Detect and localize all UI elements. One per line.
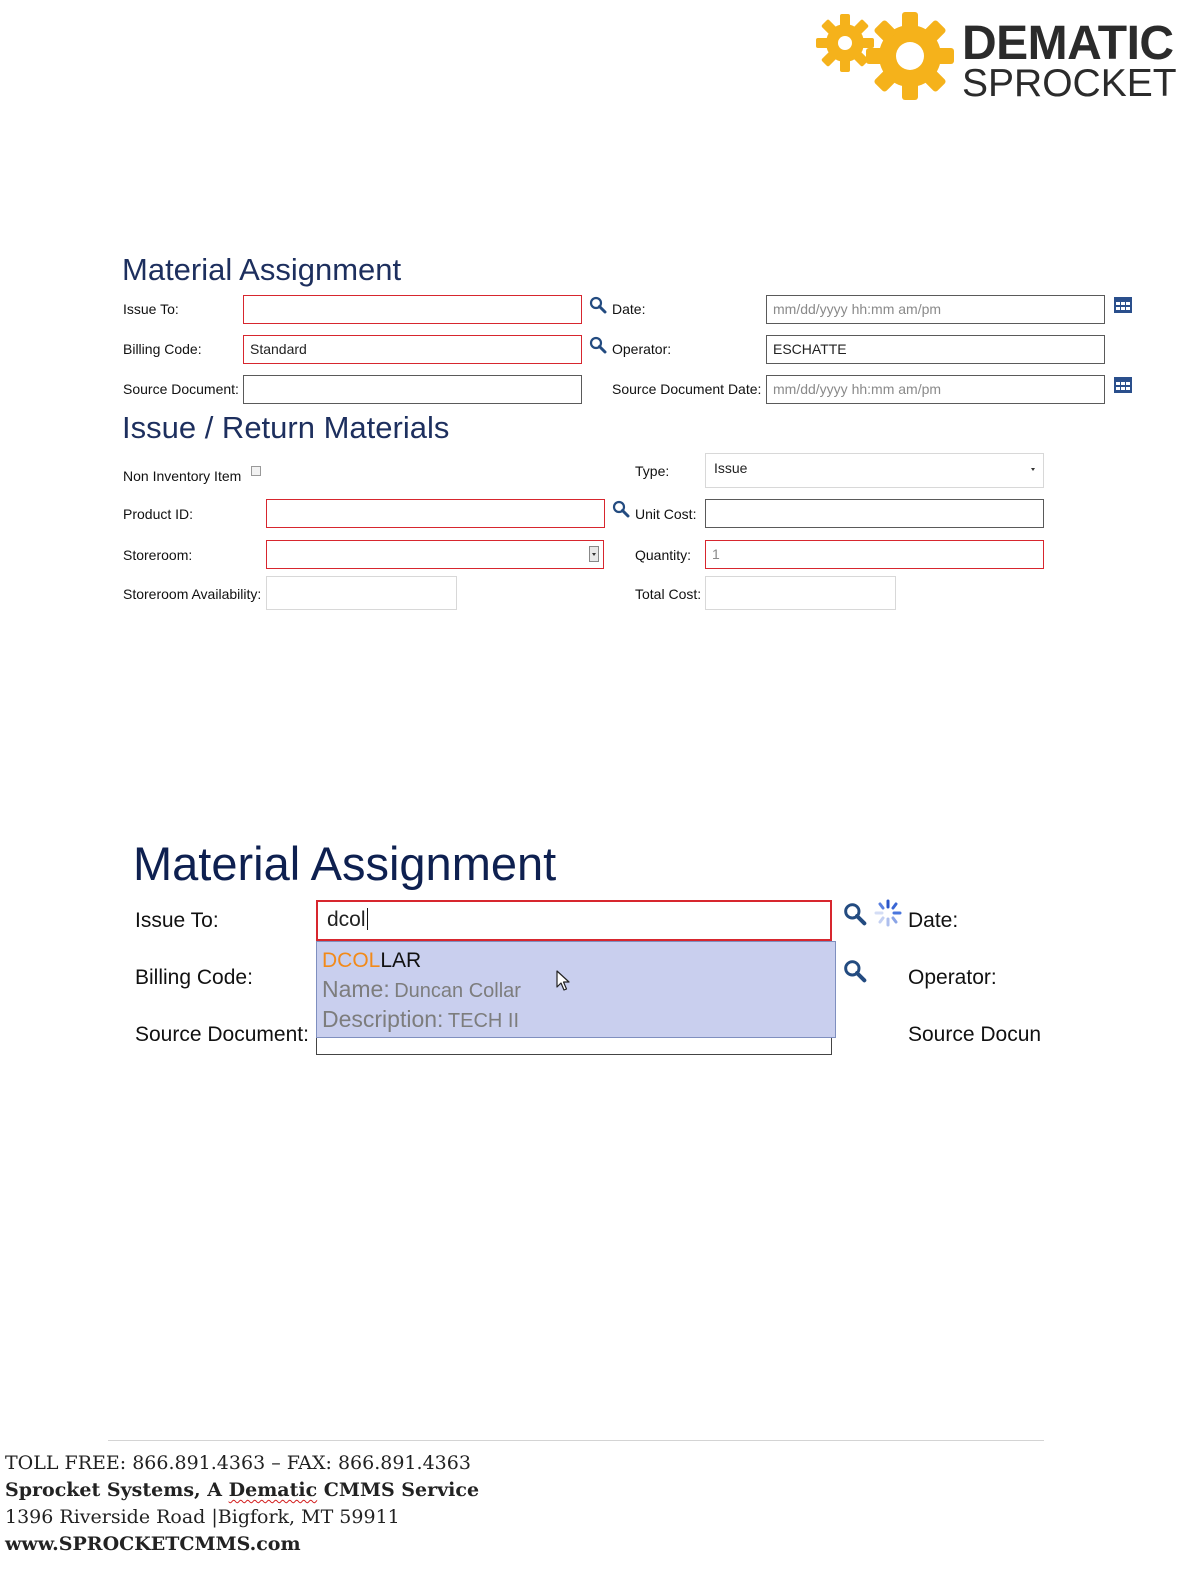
zoom-material-assignment-title: Material Assignment: [133, 837, 557, 890]
type-label: Type:: [635, 463, 670, 479]
billing-code-search-icon[interactable]: [589, 336, 607, 354]
chevron-down-icon: [1031, 468, 1035, 471]
quantity-input[interactable]: 1: [705, 540, 1044, 569]
autocomplete-description-value: TECH II: [447, 1010, 520, 1032]
zoom-operator-label: Operator:: [908, 966, 997, 989]
zoom-issue-to-search-icon[interactable]: [843, 902, 867, 926]
billing-code-label: Billing Code:: [123, 341, 202, 357]
billing-code-input[interactable]: Standard: [243, 335, 582, 364]
storeroom-label: Storeroom:: [123, 547, 193, 563]
date-label: Date:: [612, 301, 646, 317]
autocomplete-description-label: Description:: [322, 1006, 444, 1032]
autocomplete-dropdown[interactable]: [316, 941, 836, 1038]
source-document-date-placeholder: mm/dd/yyyy hh:mm am/pm: [773, 381, 942, 397]
storeroom-select[interactable]: [266, 540, 604, 569]
operator-label: Operator:: [612, 341, 672, 357]
source-document-label: Source Document:: [123, 381, 239, 397]
autocomplete-name-label: Name:: [322, 976, 390, 1002]
large-gear-icon: [862, 10, 958, 102]
footer-company-pre: Sprocket Systems, A: [5, 1479, 229, 1501]
footer-website[interactable]: www.SPROCKETCMMS.com: [5, 1533, 301, 1555]
zoom-source-document-date-label: Source Docun: [908, 1023, 1042, 1046]
storeroom-availability-label: Storeroom Availability:: [123, 586, 262, 602]
source-document-date-input[interactable]: [766, 375, 1105, 404]
issue-return-materials-title: Issue / Return Materials: [122, 410, 450, 445]
total-cost-field: [705, 576, 896, 610]
issue-to-search-icon[interactable]: [589, 296, 607, 314]
autocomplete-match-text: DCOL: [322, 949, 381, 972]
footer-divider: [108, 1440, 1044, 1441]
non-inventory-item-label: Non Inventory Item: [123, 468, 242, 484]
zoom-source-document-label: Source Document:: [135, 1023, 309, 1046]
autocomplete-item-name: [322, 976, 521, 1006]
quantity-label: Quantity:: [635, 547, 692, 563]
date-calendar-icon[interactable]: [1114, 297, 1132, 313]
issue-to-input[interactable]: [243, 295, 582, 324]
zoom-issue-to-label: Issue To:: [135, 909, 219, 932]
brand-name-line2: SPROCKET: [962, 62, 1177, 105]
type-select[interactable]: [705, 453, 1044, 488]
loading-spinner-icon: [872, 898, 904, 928]
unit-cost-input[interactable]: [705, 499, 1044, 528]
brand-name-line1: DEMATIC: [962, 17, 1174, 70]
autocomplete-item-description: [322, 1006, 519, 1036]
date-placeholder: mm/dd/yyyy hh:mm am/pm: [773, 301, 942, 317]
operator-input[interactable]: ESCHATTE: [766, 335, 1105, 364]
zoom-date-label: Date:: [908, 909, 959, 932]
zoom-issue-to-input[interactable]: [316, 900, 832, 941]
autocomplete-rest-text: LAR: [380, 949, 422, 972]
footer-company-mid: Dematic: [228, 1479, 318, 1501]
material-assignment-title: Material Assignment: [122, 252, 402, 287]
zoom-issue-to-value: dcol: [327, 908, 366, 931]
total-cost-label: Total Cost:: [635, 586, 702, 602]
footer-company: [5, 1477, 479, 1503]
storeroom-availability-field: [266, 576, 457, 610]
autocomplete-item-id[interactable]: [322, 948, 421, 974]
source-document-input[interactable]: [243, 375, 582, 404]
footer-address: 1396 Riverside Road |Bigfork, MT 59911: [5, 1506, 400, 1528]
autocomplete-name-value: Duncan Collar: [394, 980, 521, 1002]
text-caret: [367, 908, 368, 930]
zoom-billing-code-label: Billing Code:: [135, 966, 253, 989]
unit-cost-label: Unit Cost:: [635, 506, 697, 522]
product-id-label: Product ID:: [123, 506, 194, 522]
product-id-search-icon[interactable]: [612, 500, 630, 518]
storeroom-dropdown-icon[interactable]: [589, 546, 599, 562]
zoom-billing-code-search-icon[interactable]: [843, 959, 867, 983]
mouse-pointer-icon: [556, 970, 572, 992]
footer-company-post: CMMS Service: [317, 1479, 480, 1501]
type-select-value: Issue: [714, 460, 748, 476]
footer-phone: TOLL FREE: 866.891.4363 – FAX: 866.891.4363: [5, 1452, 471, 1474]
date-input[interactable]: [766, 295, 1105, 324]
issue-to-label: Issue To:: [123, 301, 179, 317]
source-document-date-label: Source Document Date:: [612, 381, 762, 397]
non-inventory-item-checkbox[interactable]: [251, 466, 261, 476]
source-document-date-calendar-icon[interactable]: [1114, 377, 1132, 393]
product-id-input[interactable]: [266, 499, 605, 528]
